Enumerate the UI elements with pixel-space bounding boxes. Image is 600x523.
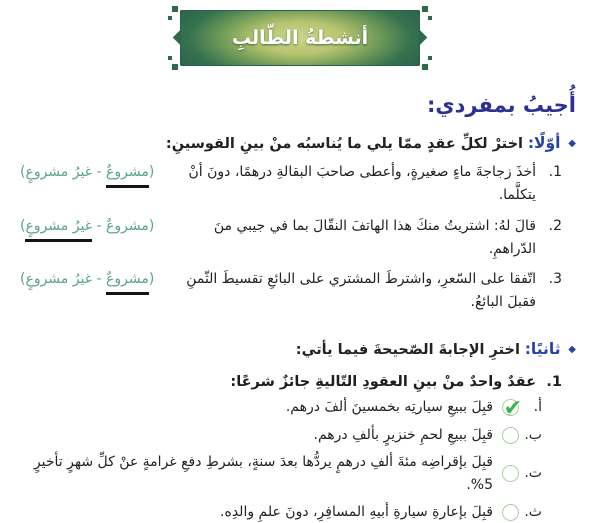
banner-ornament-dot [428, 56, 432, 60]
item-number: 1. [548, 164, 562, 181]
open-paren: ( [148, 217, 155, 234]
choice-pair-item-2 [20, 215, 154, 242]
option-text: قبِلَ ببيعِ سيارتِه بخمسينَ ألفَ درهم. [285, 399, 493, 416]
choice-invalid[interactable]: غيرُ مشروعٍ [25, 164, 93, 181]
banner-ornament-dot [168, 16, 172, 20]
option-t-radio[interactable] [501, 464, 520, 483]
contract-item-2 [20, 215, 576, 261]
option-th-radio[interactable] [501, 503, 520, 522]
contracts-list [20, 161, 576, 314]
choice-dash: - [92, 270, 106, 287]
item-number: 3. [548, 270, 562, 287]
checkmark-icon: ✔ [503, 396, 522, 422]
item-text: أخذَ زجاجةَ ماءٍ صغيرةٍ، وأعطى صاحبَ البقالةِ درهمًا، دونَ أنْ يتكلَّما. [188, 164, 536, 204]
option-letter: ت. [524, 465, 542, 482]
radio-circle-icon [502, 427, 519, 444]
choice-valid-selected[interactable]: مشروعٌ [106, 268, 149, 295]
answer-options [20, 396, 576, 523]
option-b[interactable] [20, 424, 576, 446]
diamond-bullet-icon: ◆ [568, 137, 576, 149]
question-1 [20, 370, 576, 395]
question-text: عقدٌ واحدٌ منْ بينِ العقودِ التّاليةِ جائزٌ شرعًا: [230, 373, 536, 390]
close-paren: ) [20, 270, 26, 287]
section-first-header [20, 130, 576, 158]
banner-ornament-dot [172, 6, 178, 12]
banner-ornament-dot [422, 6, 428, 12]
banner-ornament-dot [428, 16, 432, 20]
open-paren: ( [148, 164, 155, 181]
option-text: قبِلَ بإعارةِ سيارةِ أبيهِ المسافِرِ، دونَ علمِ والدِه. [220, 504, 493, 521]
choice-invalid[interactable]: غيرُ مشروعٍ [25, 270, 93, 287]
contract-item-1 [20, 161, 576, 207]
choice-valid-selected[interactable]: مشروعٌ [106, 161, 149, 188]
radio-circle-icon [502, 504, 519, 521]
page-title: أُجيبُ بمفردي: [426, 93, 576, 117]
section-first-instruction: اخترْ لكلِّ عقدٍ ممّا يلي ما يُناسبُه منْ بينِ القوسينِ: [165, 135, 524, 152]
close-paren: ) [20, 164, 26, 181]
choice-invalid-selected[interactable]: غيرُ مشروعٍ [25, 215, 92, 242]
option-a-radio[interactable] [501, 396, 522, 422]
banner-ornament-dot [172, 64, 178, 70]
option-text: قبِلَ بإقراضِه مئةَ ألفِ درهمٍ يردُّها بعدَ سنةٍ، بشرطِ دفعِ غرامةٍ عنْ كلِّ شهرٍ تأخيرٍ 5%. [33, 454, 493, 493]
radio-circle-icon [502, 465, 519, 482]
choice-valid[interactable]: مشروعٌ [105, 217, 149, 234]
choice-dash: - [92, 164, 106, 181]
section-second-header [20, 336, 576, 364]
option-a[interactable] [20, 396, 576, 422]
contract-item-3 [20, 268, 576, 314]
section-second-label: ثانيًا: [524, 339, 561, 358]
worksheet-content [0, 66, 600, 523]
section-first-label: أوّلًا: [527, 133, 561, 152]
section-second-instruction: اخترِ الإجابةَ الصّحيحةَ فيما يأتي: [295, 341, 520, 358]
diamond-bullet-icon: ◆ [568, 343, 576, 355]
section-second [20, 336, 576, 523]
banner-ornament-dot [422, 64, 428, 70]
banner-title: أنشطةُ الطّالبِ [231, 27, 369, 49]
option-letter: أ. [533, 399, 542, 416]
item-text: اتّفقا على السّعرِ، واشترطَ المشتري على البائعِ تقسيطَ الثّمنِ فقبلَ البائعُ. [186, 270, 536, 310]
option-letter: ث. [524, 504, 542, 521]
option-text: قبِلَ ببيعِ لحمِ خنزيرٍ بألفِ درهم. [313, 426, 493, 443]
option-t[interactable] [20, 451, 576, 496]
question-number: 1. [546, 373, 562, 390]
option-th[interactable] [20, 501, 576, 523]
banner-plate [180, 10, 420, 66]
choice-pair-item-3 [20, 268, 154, 295]
option-b-radio[interactable] [501, 426, 520, 445]
banner-ornament-dot [168, 56, 172, 60]
activities-banner [180, 10, 420, 66]
item-text: قالَ لهُ: اشتريتُ منكَ هذا الهاتفَ النقّالَ بما في جيبي منَ الدّراهمِ. [213, 217, 536, 257]
item-number: 2. [548, 217, 562, 234]
choice-dash: - [92, 217, 106, 234]
option-letter: ب. [524, 426, 542, 443]
choice-pair-item-1 [20, 161, 154, 188]
open-paren: ( [148, 270, 155, 287]
close-paren: ) [20, 217, 26, 234]
